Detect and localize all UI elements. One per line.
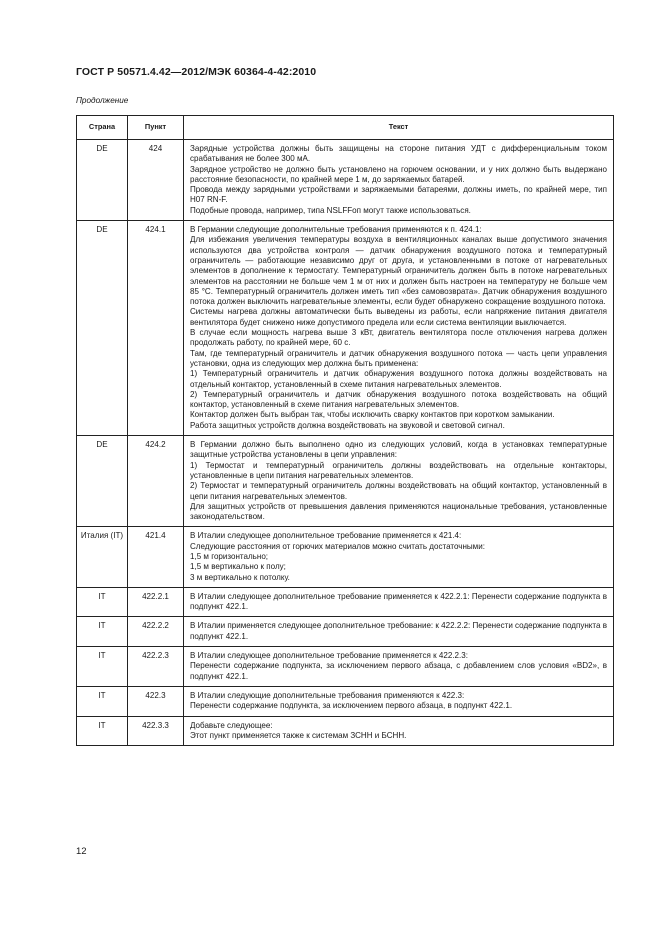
text-paragraph: Этот пункт применяется также к системам ЗСНН и БСНН.	[190, 730, 407, 740]
clause-cell: 424.1	[128, 221, 184, 436]
text-cell	[184, 647, 614, 687]
table-row	[77, 587, 614, 617]
text-paragraph: Следующие расстояния от горючих материалов можно считать достаточными:	[190, 541, 485, 551]
country-cell: DE	[77, 436, 128, 527]
text-paragraph: В Германии следующие дополнительные требования применяются к п. 424.1:	[190, 225, 482, 235]
text-paragraph: 2) Температурный ограничитель и датчик обнаружения воздушного потока воздействовать на общий контактор, установленный в схеме питания нагревательных элементов.	[190, 389, 607, 410]
text-paragraph: Для защитных устройств от превышения давления применяются национальные требования, установленные законодательством.	[190, 501, 607, 522]
table-row	[77, 686, 614, 716]
text-paragraph: В Италии следующее дополнительное требование применяется к 422.2.3:	[190, 651, 468, 661]
text-paragraph: В Италии применяется следующее дополнительное требование: к 422.2.2: Перенести содержание подпункта в подпункт 422.1.	[190, 621, 607, 641]
text-paragraph: Зарядные устройства должны быть защищены на стороне питания УДТ с дифференциальным током срабатывания не более 300 мА.	[190, 144, 607, 164]
clause-cell: 424	[128, 140, 184, 221]
text-paragraph: Там, где температурный ограничитель и датчик обнаружения воздушного потока — часть цепи управления установки, одна из следующих мер должна быть применена:	[190, 348, 607, 368]
text-paragraph: Зарядное устройство не должно быть установлено на горючем основании, и у них должно быть выдержано расстояние безопасности, по крайней мере 1 м, до заряжаемых батарей.	[190, 164, 607, 184]
text-paragraph: Провода между зарядными устройствами и заряжаемыми батареями, должны иметь, по крайней мере, тип H07 RN-F.	[190, 185, 607, 205]
clause-cell: 422.2.2	[128, 617, 184, 647]
table-row	[77, 436, 614, 527]
text-cell	[184, 527, 614, 587]
text-paragraph: В Италии следующее дополнительное требование применяется к 421.4:	[190, 531, 462, 541]
text-cell	[184, 716, 614, 746]
text-paragraph: 1) Термостат и температурный ограничитель должны воздействовать на отдельные контакторы, установленные в цепи питания нагревательных элементов.	[190, 460, 607, 480]
text-paragraph: 1) Температурный ограничитель и датчик обнаружения воздушного потока должны воздействовать на отдельный контактор, установленный в схеме питания нагревательных элементов.	[190, 369, 607, 389]
country-cell: IT	[77, 587, 128, 617]
country-cell: DE	[77, 221, 128, 436]
text-paragraph: Работа защитных устройств должна воздействовать на звуковой и световой сигнал.	[190, 420, 505, 430]
text-paragraph: 2) Термостат и температурный ограничитель должны воздействовать на общий контактор, установленный в цепи питания нагревательных элементов.	[190, 481, 607, 501]
text-cell	[184, 140, 614, 221]
clause-cell: 424.2	[128, 436, 184, 527]
table-row	[77, 221, 614, 436]
table-row	[77, 647, 614, 687]
table-row	[77, 716, 614, 746]
text-paragraph: В Италии следующие дополнительные требования применяются к 422.3:	[190, 690, 465, 700]
clause-cell: 422.2.3	[128, 647, 184, 687]
document-title: ГОСТ Р 50571.4.42—2012/МЭК 60364-4-42:2010	[76, 66, 317, 78]
text-paragraph: Контактор должен быть выбран так, чтобы исключить сварку контактов при коротком замыкании.	[190, 410, 555, 420]
text-cell	[184, 436, 614, 527]
text-paragraph: В случае если мощность нагрева выше 3 кВт, двигатель вентилятора после отключения нагрева должен продолжать работу, по крайней мере, 60 с.	[190, 328, 607, 348]
column-header-clause: Пункт	[128, 116, 184, 140]
column-header-country: Страна	[77, 116, 128, 140]
text-paragraph: 1,5 м горизонтально;	[190, 551, 269, 561]
table-header-row	[77, 116, 614, 140]
table-row	[77, 527, 614, 587]
country-cell: IT	[77, 647, 128, 687]
country-cell: DE	[77, 140, 128, 221]
table-row	[77, 140, 614, 221]
text-cell	[184, 587, 614, 617]
country-cell: IT	[77, 716, 128, 746]
text-paragraph: 3 м вертикально к потолку.	[190, 572, 290, 582]
page-number: 12	[76, 846, 87, 857]
text-paragraph: Перенести содержание подпункта, за исключением первого абзаца, с добавлением слов условия «BD2», в подпункт 422.1.	[190, 661, 607, 681]
requirements-table	[76, 115, 614, 746]
text-cell	[184, 617, 614, 647]
text-cell	[184, 221, 614, 436]
text-paragraph: 1,5 м вертикально к полу;	[190, 562, 286, 572]
text-paragraph: Перенести содержание подпункта, за исключением первого абзаца, в подпункт 422.1.	[190, 701, 513, 711]
text-cell	[184, 686, 614, 716]
text-paragraph: Подобные провода, например, типа NSLFFоп могут также использоваться.	[190, 205, 471, 215]
clause-cell: 422.3.3	[128, 716, 184, 746]
text-paragraph: Добавьте следующее:	[190, 720, 273, 730]
text-paragraph: В Германии должно быть выполнено одно из следующих условий, когда в установках температурные защитные устройства установлены в цепи управления:	[190, 440, 607, 460]
column-header-text: Текст	[184, 116, 614, 140]
continuation-label: Продолжение	[76, 96, 129, 105]
clause-cell: 422.3	[128, 686, 184, 716]
text-paragraph: Системы нагрева должны автоматически быть выведены из работы, если напряжение питания двигателя вентилятора будет снижено ниже допустимого пределa или если система вентиляции выключается.	[190, 307, 607, 327]
country-cell: IT	[77, 617, 128, 647]
table-row	[77, 617, 614, 647]
clause-cell: 421.4	[128, 527, 184, 587]
country-cell: IT	[77, 686, 128, 716]
text-paragraph: В Италии следующее дополнительное требование применяется к 422.2.1: Перенести содержание подпункта в подпункт 422.1.	[190, 591, 607, 612]
clause-cell: 422.2.1	[128, 587, 184, 617]
text-paragraph: Для избежания увеличения температуры воздуха в вентиляционных каналах выше допустимого значения используются два устройства контроля — датчик обнаружения воздушного потока и температурный ограничитель — работающие независимо друг от друга, и установленными в потоке от нагревательных элементов в дополнение к термостату. Температурный ограничитель должен быть в потоке нагревательных элементов на расстоянии не больше чем 1 м от них и должен быть настроен на температуру не больше чем 85 °С. Температурный ограничитель должен иметь тип «без самовозврата». Датчик обнаружения воздушного потока должен выключить нагревательные элементы, если будет обнаружено сокращение воздушного потока.	[190, 235, 607, 307]
country-cell: Италия (IT)	[77, 527, 128, 587]
